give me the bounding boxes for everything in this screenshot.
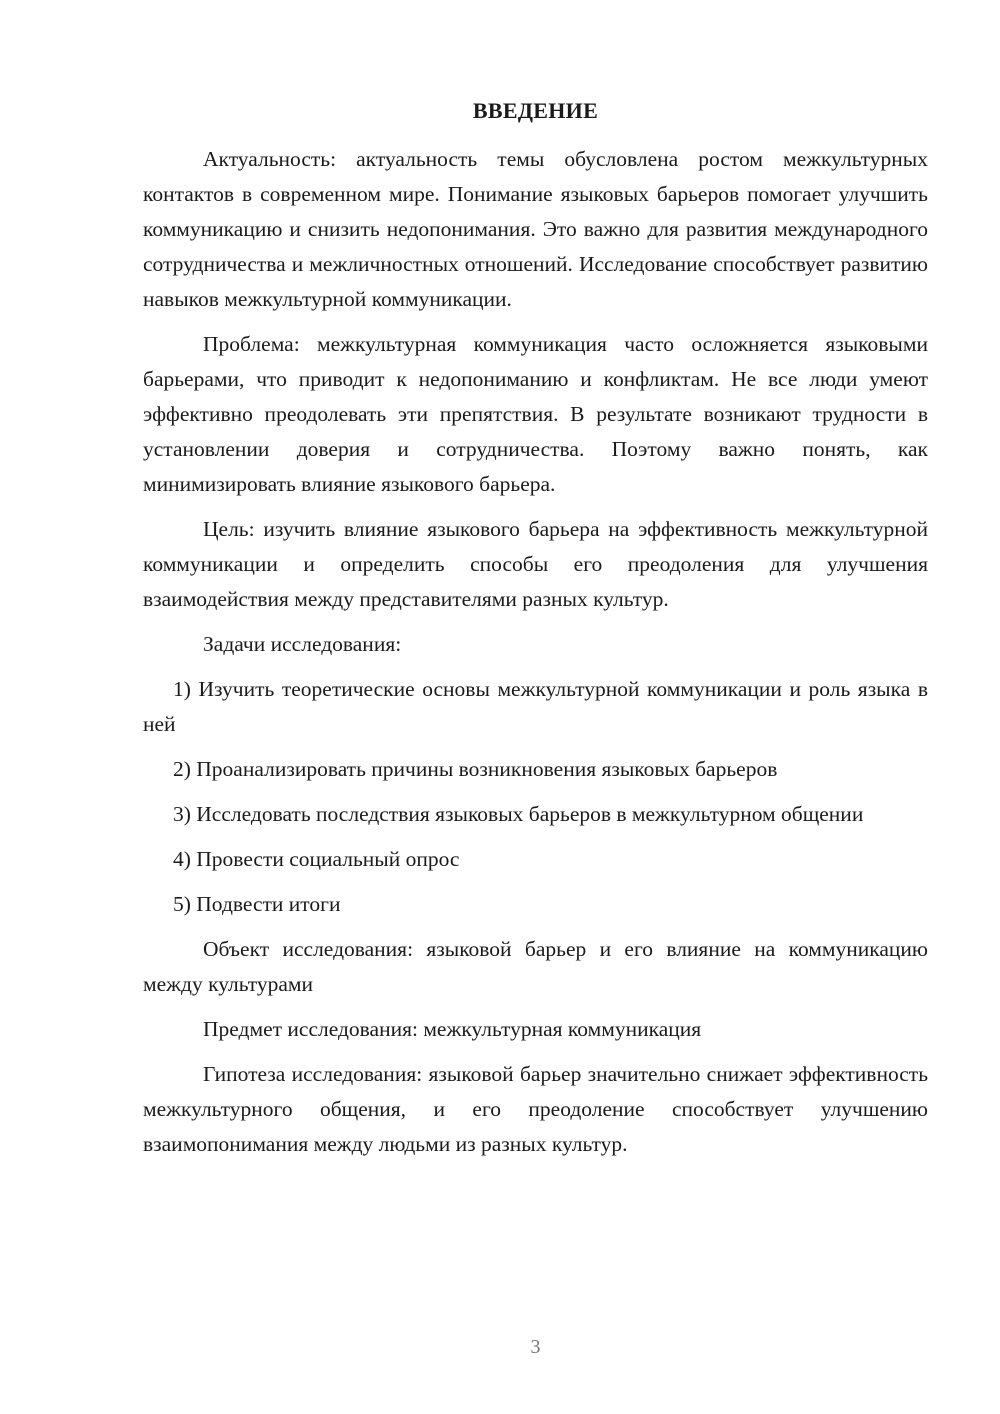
task-item: 4) Провести социальный опрос xyxy=(173,847,460,871)
tasks-heading: Задачи исследования: xyxy=(203,632,402,656)
task-item: 2) Проанализировать причины возникновения языковых барьеров xyxy=(173,757,778,781)
paragraph-subject: Предмет исследования: межкультурная коммуникация xyxy=(203,1017,702,1041)
task-item: 3) Исследовать последствия языковых барьеров в межкультурном общении xyxy=(173,802,864,826)
paragraph-object: Объект исследования: языковой барьер и его влияние на коммуникацию между культурами xyxy=(143,937,928,996)
task-item: 1) Изучить теоретические основы межкультурной коммуникации и роль языка в ней xyxy=(143,677,928,736)
document-body xyxy=(143,142,928,1172)
paragraph-goal: Цель: изучить влияние языкового барьера на эффективность межкультурной коммуникации и определить способы его преодоления для улучшения взаимодействия между представителями разных культур. xyxy=(143,517,928,611)
paragraph-hypothesis: Гипотеза исследования: языковой барьер значительно снижает эффективность межкультурного общения, и его преодоление способствует улучшению взаимопонимания между людьми из разных культур. xyxy=(143,1062,928,1156)
paragraph-relevance: Актуальность: актуальность темы обусловлена ростом межкультурных контактов в современном мире. Понимание языковых барьеров помогает улучшить коммуникацию и снизить недопонимания. Это важно для развития международного сотрудничества и межличностных отношений. Исследование способствует развитию навыков межкультурной коммуникации. xyxy=(143,147,928,311)
document-page xyxy=(143,0,928,1414)
task-item: 5) Подвести итоги xyxy=(173,892,341,916)
page-title: ВВЕДЕНИЕ xyxy=(472,98,599,123)
paragraph-problem: Проблема: межкультурная коммуникация часто осложняется языковыми барьерами, что приводит к недопониманию и конфликтам. Не все люди умеют эффективно преодолевать эти препятствия. В результате возникают трудности в установлении доверия и сотрудничества. Поэтому важно понять, как минимизировать влияние языкового барьера. xyxy=(143,332,928,496)
page-number: 3 xyxy=(530,1336,541,1358)
